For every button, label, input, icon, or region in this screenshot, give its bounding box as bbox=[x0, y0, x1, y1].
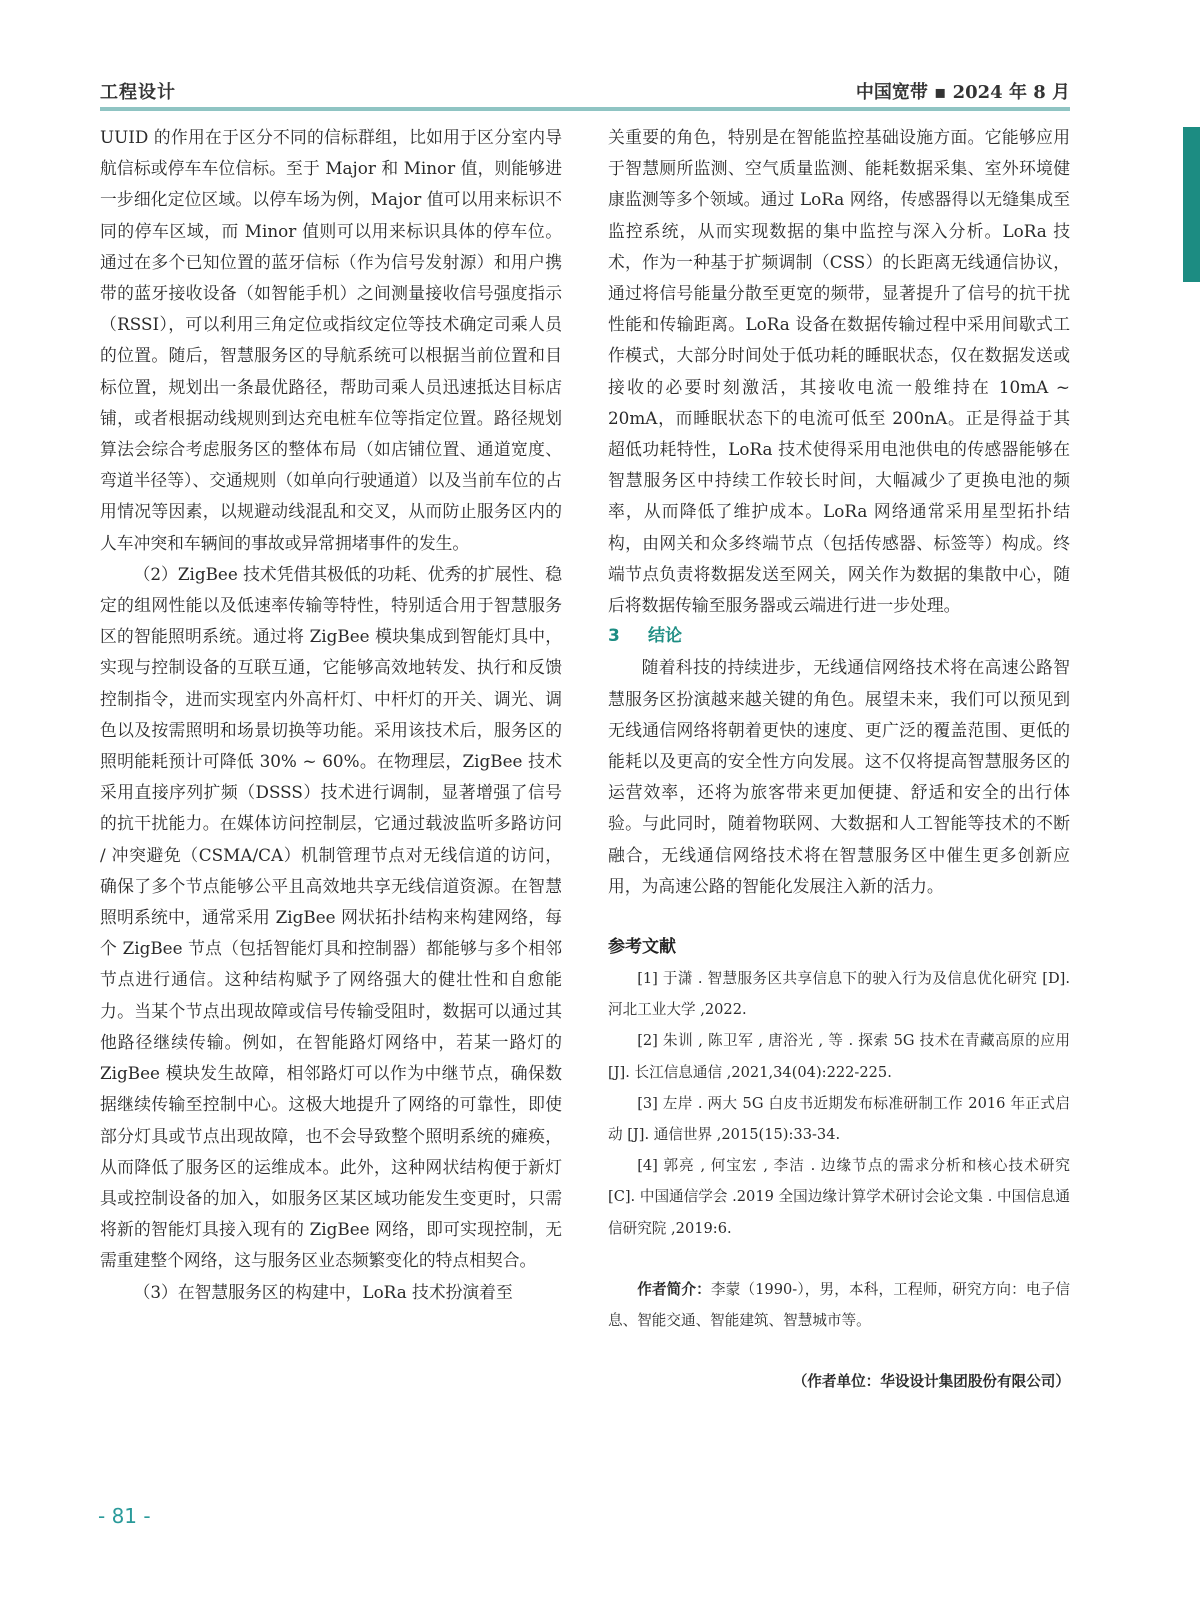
reference-item: [1] 于潇 . 智慧服务区共享信息下的驶入行为及信息优化研究 [D]. 河北工业大学 ,2022. bbox=[608, 970, 1070, 1019]
body-paragraph: （2）ZigBee 技术凭借其极低的功耗、优秀的扩展性、稳定的组网性能以及低速率传输等特性，特别适合用于智慧服务区的智能照明系统。通过将 ZigBee 模块集成到智能灯具中，实现与控制设备的互联互通，它能够高效地转发、执行和反馈控制指令，进而实现室内外高杆灯、中杆灯的开关、调光、调色以及按需照明和场景切换等功能。采用该技术后，服务区的照明能耗预计可降低 30% ~ 60%。在物理层，ZigBee 技术采用直接序列扩频（DSSS）技术进行调制，显著增强了信号的抗干扰能力。在媒体访问控制层，它通过载波监听多路访问 / 冲突避免（CSMA/CA）机制管理节点对无线信道的访问，确保了多个节点能够公平且高效地共享无线信道资源。在智慧照明系统中，通常采用 ZigBee 网状拓扑结构来构建网络，每个 ZigBee 节点（包括智能灯具和控制器）都能够与多个相邻节点进行通信。这种结构赋予了网络强大的健壮性和自愈能力。当某个节点出现故障或信号传输受阻时，数据可以通过其他路径继续传输。例如，在智能路灯网络中，若某一路灯的 ZigBee 模块发生故障，相邻路灯可以作为中继节点，确保数据继续传输至控制中心。这极大地提升了网络的可靠性，即使部分灯具或节点出现故障，也不会导致整个照明系统的瘫痪，从而降低了服务区的运维成本。此外，这种网状结构便于新灯具或控制设备的加入，如服务区某区域功能发生变更时，只需将新的智能灯具接入现有的 ZigBee 网络，即可实现控制，无需重建整个网络，这与服务区业态频繁变化的特点相契合。 bbox=[100, 563, 562, 1271]
section-title: 结论 bbox=[648, 626, 682, 647]
section-heading bbox=[608, 621, 1070, 652]
reference-item: [3] 左岸 . 两大 5G 白皮书近期发布标准研制工作 2016 年正式启动 [J]. 通信世界 ,2015(15):33-34. bbox=[608, 1094, 1070, 1144]
body-paragraph: （3）在智慧服务区的构建中，LoRa 技术扮演着至 bbox=[133, 1281, 513, 1302]
author-bio-label: 作者简介： bbox=[637, 1280, 711, 1298]
left-column bbox=[100, 122, 562, 1308]
references-heading: 参考文献 bbox=[608, 937, 676, 958]
conclusion-paragraph: 随着科技的持续进步，无线通信网络技术将在高速公路智慧服务区扮演越来越关键的角色。展望未来，我们可以预见到无线通信网络将朝着更快的速度、更广泛的覆盖范围、更低的能耗以及更高的安全性方向发展。这不仅将提高智慧服务区的运营效率，还将为旅客带来更加便捷、舒适和安全的出行体验。与此同时，随着物联网、大数据和人工智能等技术的不断融合，无线通信网络技术将在智慧服务区中催生更多创新应用，为高速公路的智能化发展注入新的活力。 bbox=[608, 657, 1070, 896]
reference-item: [2] 朱训 , 陈卫军 , 唐浴光 , 等 . 探索 5G 技术在青藏高原的应用 [J]. 长江信息通信 ,2021,34(04):222-225. bbox=[608, 1032, 1070, 1081]
reference-item: [4] 郭亮 , 何宝宏 , 李洁 . 边缘节点的需求分析和核心技术研究 [C]. 中国通信学会 .2019 全国边缘计算学术研讨会论文集 . 中国信息通信研究院 ,2019:6. bbox=[608, 1157, 1070, 1237]
page-number: - 81 - bbox=[98, 1504, 151, 1528]
author-bio-text: 李蒙（1990-），男，本科，工程师，研究方向：电子信息、智能交通、智能建筑、智慧城市等。 bbox=[608, 1280, 1070, 1330]
reference-list bbox=[608, 963, 1070, 1244]
author-bio bbox=[608, 1274, 1070, 1336]
right-column bbox=[608, 122, 1070, 1397]
running-header bbox=[100, 76, 1070, 106]
journal-issue: 中国宽带 ▪ 2024 年 8 月 bbox=[855, 82, 1070, 103]
body-paragraph: UUID 的作用在于区分不同的信标群组，比如用于区分室内导航信标或停车车位信标。至于 Major 和 Minor 值，则能够进一步细化定位区域。以停车场为例，Major 值可以用来标识不同的停车区域，而 Minor 值则可以用来标识具体的停车位。通过在多个已知位置的蓝牙信标（作为信号发射源）和用户携带的蓝牙接收设备（如智能手机）之间测量接收信号强度指示（RSSI），可以利用三角定位或指纹定位等技术确定司乘人员的位置。随后，智慧服务区的导航系统可以根据当前位置和目标位置，规划出一条最优路径，帮助司乘人员迅速抵达目标店铺，或者根据动线规则到达充电桩车位等指定位置。路径规划算法会综合考虑服务区的整体布局（如店铺位置、通道宽度、弯道半径等）、交通规则（如单向行驶通道）以及当前车位的占用情况等因素，以规避动线混乱和交叉，从而防止服务区内的人车冲突和车辆间的事故或异常拥堵事件的发生。 bbox=[100, 127, 562, 553]
header-rule bbox=[100, 107, 1070, 111]
section-number: 3 bbox=[608, 626, 620, 647]
section-label: 工程设计 bbox=[100, 82, 176, 103]
body-paragraph: 关重要的角色，特别是在智能监控基础设施方面。它能够应用于智慧厕所监测、空气质量监测、能耗数据采集、室外环境健康监测等多个领域。通过 LoRa 网络，传感器得以无缝集成至监控系统，从而实现数据的集中监控与深入分析。LoRa 技术，作为一种基于扩频调制（CSS）的长距离无线通信协议，通过将信号能量分散至更宽的频带，显著提升了信号的抗干扰性能和传输距离。LoRa 设备在数据传输过程中采用间歇式工作模式，大部分时间处于低功耗的睡眠状态，仅在数据发送或接收的必要时刻激活，其接收电流一般维持在 10mA ~ 20mA，而睡眠状态下的电流可低至 200nA。正是得益于其超低功耗特性，LoRa 技术使得采用电池供电的传感器能够在智慧服务区中持续工作较长时间，大幅减少了更换电池的频率，从而降低了维护成本。LoRa 网络通常采用星型拓扑结构，由网关和众多终端节点（包括传感器、标签等）构成。终端节点负责将数据发送至网关，网关作为数据的集散中心，随后将数据传输至服务器或云端进行进一步处理。 bbox=[608, 127, 1070, 616]
author-affiliation: （作者单位：华设设计集团股份有限公司） bbox=[792, 1373, 1070, 1391]
side-color-tab bbox=[1183, 127, 1200, 282]
